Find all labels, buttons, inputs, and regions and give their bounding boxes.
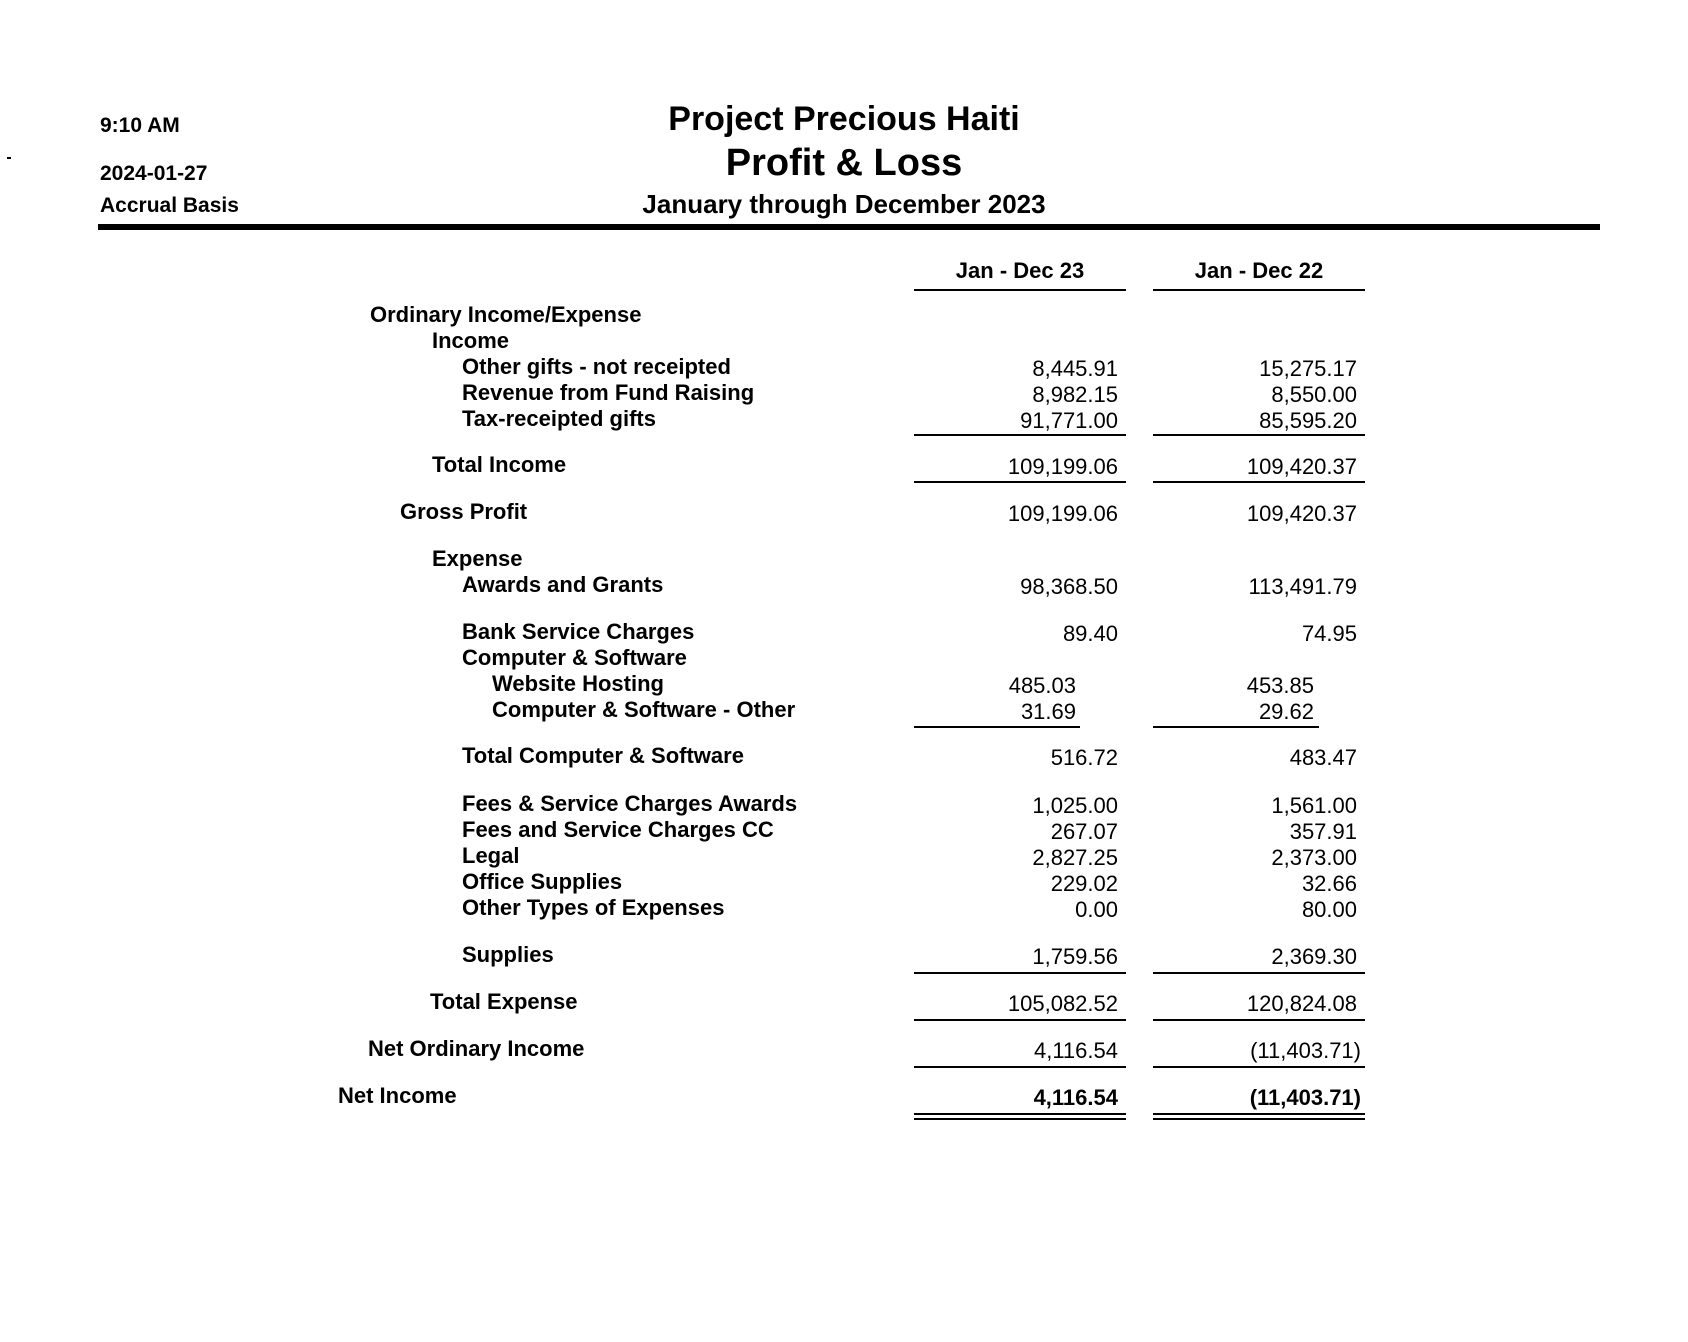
report-time: 9:10 AM xyxy=(100,114,180,137)
column-header-2022: Jan - Dec 22 xyxy=(1194,258,1324,283)
subtotal-rule xyxy=(1153,434,1365,436)
subtotal-rule xyxy=(914,1066,1126,1068)
value-2023: 8,445.91 xyxy=(1032,356,1118,381)
value-2023-net-income: 4,116.54 xyxy=(1033,1085,1118,1110)
value-2022: 74.95 xyxy=(1301,621,1357,646)
value-2023: 8,982.15 xyxy=(1032,382,1118,407)
subtotal-rule xyxy=(914,434,1126,436)
section-income: Income xyxy=(432,328,510,353)
value-2023: 516.72 xyxy=(1050,745,1118,770)
row-label: Legal xyxy=(462,843,520,868)
report-title: Profit & Loss xyxy=(725,142,963,184)
row-label-gross-profit: Gross Profit xyxy=(400,499,528,524)
value-2022: 29.62 xyxy=(1258,699,1314,724)
value-2022: 483.47 xyxy=(1289,745,1357,770)
value-2023: 485.03 xyxy=(1008,673,1076,698)
row-label: Computer & Software - Other xyxy=(492,697,796,722)
column-header-underline xyxy=(914,289,1126,291)
value-2022: 120,824.08 xyxy=(1246,991,1357,1016)
row-label-total-computer-software: Total Computer & Software xyxy=(462,743,744,768)
row-label: Other Types of Expenses xyxy=(462,895,725,920)
double-rule-top xyxy=(1153,1113,1365,1115)
row-label: Revenue from Fund Raising xyxy=(462,380,755,405)
value-2022-net-income: (11,403.71) xyxy=(1249,1085,1361,1110)
subtotal-rule xyxy=(1153,481,1365,483)
column-header-2023: Jan - Dec 23 xyxy=(955,258,1085,283)
row-label-total-expense: Total Expense xyxy=(430,989,578,1014)
value-2022: 1,561.00 xyxy=(1271,793,1357,818)
value-2022: (11,403.71) xyxy=(1250,1038,1361,1063)
double-rule-bottom xyxy=(914,1118,1126,1120)
report-basis: Accrual Basis xyxy=(100,194,239,217)
value-2023: 1,025.00 xyxy=(1032,793,1118,818)
value-2023: 109,199.06 xyxy=(1007,454,1118,479)
value-2022: 109,420.37 xyxy=(1246,454,1357,479)
section-expense: Expense xyxy=(432,546,523,571)
row-label: Supplies xyxy=(462,942,554,967)
value-2023: 31.69 xyxy=(1020,699,1076,724)
value-2023: 4,116.54 xyxy=(1033,1038,1118,1063)
value-2022: 357.91 xyxy=(1289,819,1357,844)
row-label: Fees & Service Charges Awards xyxy=(462,791,798,816)
value-2023: 0.00 xyxy=(1075,897,1118,922)
row-label: Tax-receipted gifts xyxy=(462,406,656,431)
value-2022: 2,373.00 xyxy=(1271,845,1357,870)
subtotal-rule xyxy=(914,1019,1126,1021)
company-name: Project Precious Haiti xyxy=(668,100,1020,138)
subtotal-rule xyxy=(914,481,1126,483)
value-2022: 109,420.37 xyxy=(1246,501,1357,526)
report-date: 2024-01-27 xyxy=(100,162,208,185)
subtotal-rule xyxy=(914,726,1080,728)
value-2023: 1,759.56 xyxy=(1032,944,1118,969)
value-2023: 98,368.50 xyxy=(1020,574,1118,599)
value-2022: 113,491.79 xyxy=(1248,574,1357,599)
value-2022: 2,369.30 xyxy=(1271,944,1357,969)
subtotal-rule xyxy=(1153,1066,1365,1068)
row-label: Website Hosting xyxy=(492,671,664,696)
value-2022: 32.66 xyxy=(1301,871,1357,896)
subtotal-rule xyxy=(1153,726,1319,728)
value-2023: 229.02 xyxy=(1050,871,1118,896)
row-label-total-income: Total Income xyxy=(432,452,567,477)
value-2023: 89.40 xyxy=(1062,621,1118,646)
value-2023: 2,827.25 xyxy=(1032,845,1118,870)
value-2023: 109,199.06 xyxy=(1007,501,1118,526)
double-rule-top xyxy=(914,1113,1126,1115)
report-period: January through December 2023 xyxy=(642,189,1046,219)
value-2022: 85,595.20 xyxy=(1259,408,1357,433)
section-ordinary-income-expense: Ordinary Income/Expense xyxy=(370,302,642,327)
value-2023: 267.07 xyxy=(1050,819,1118,844)
section-computer-software: Computer & Software xyxy=(462,645,687,670)
value-2022: 453.85 xyxy=(1246,673,1314,698)
value-2023: 105,082.52 xyxy=(1007,991,1118,1016)
row-label: Fees and Service Charges CC xyxy=(462,817,774,842)
header-rule xyxy=(98,224,1600,230)
value-2022: 15,275.17 xyxy=(1259,356,1357,381)
column-header-underline xyxy=(1153,289,1365,291)
row-label: Office Supplies xyxy=(462,869,623,894)
value-2022: 8,550.00 xyxy=(1271,382,1357,407)
row-label-net-ordinary-income: Net Ordinary Income xyxy=(368,1036,585,1061)
row-label-net-income: Net Income xyxy=(338,1083,457,1108)
row-label: Bank Service Charges xyxy=(462,619,695,644)
subtotal-rule xyxy=(1153,972,1365,974)
subtotal-rule xyxy=(914,972,1126,974)
row-label: Awards and Grants xyxy=(462,572,664,597)
double-rule-bottom xyxy=(1153,1118,1365,1120)
row-label: Other gifts - not receipted xyxy=(462,354,731,379)
value-2022: 80.00 xyxy=(1301,897,1357,922)
value-2023: 91,771.00 xyxy=(1020,408,1118,433)
subtotal-rule xyxy=(1153,1019,1365,1021)
